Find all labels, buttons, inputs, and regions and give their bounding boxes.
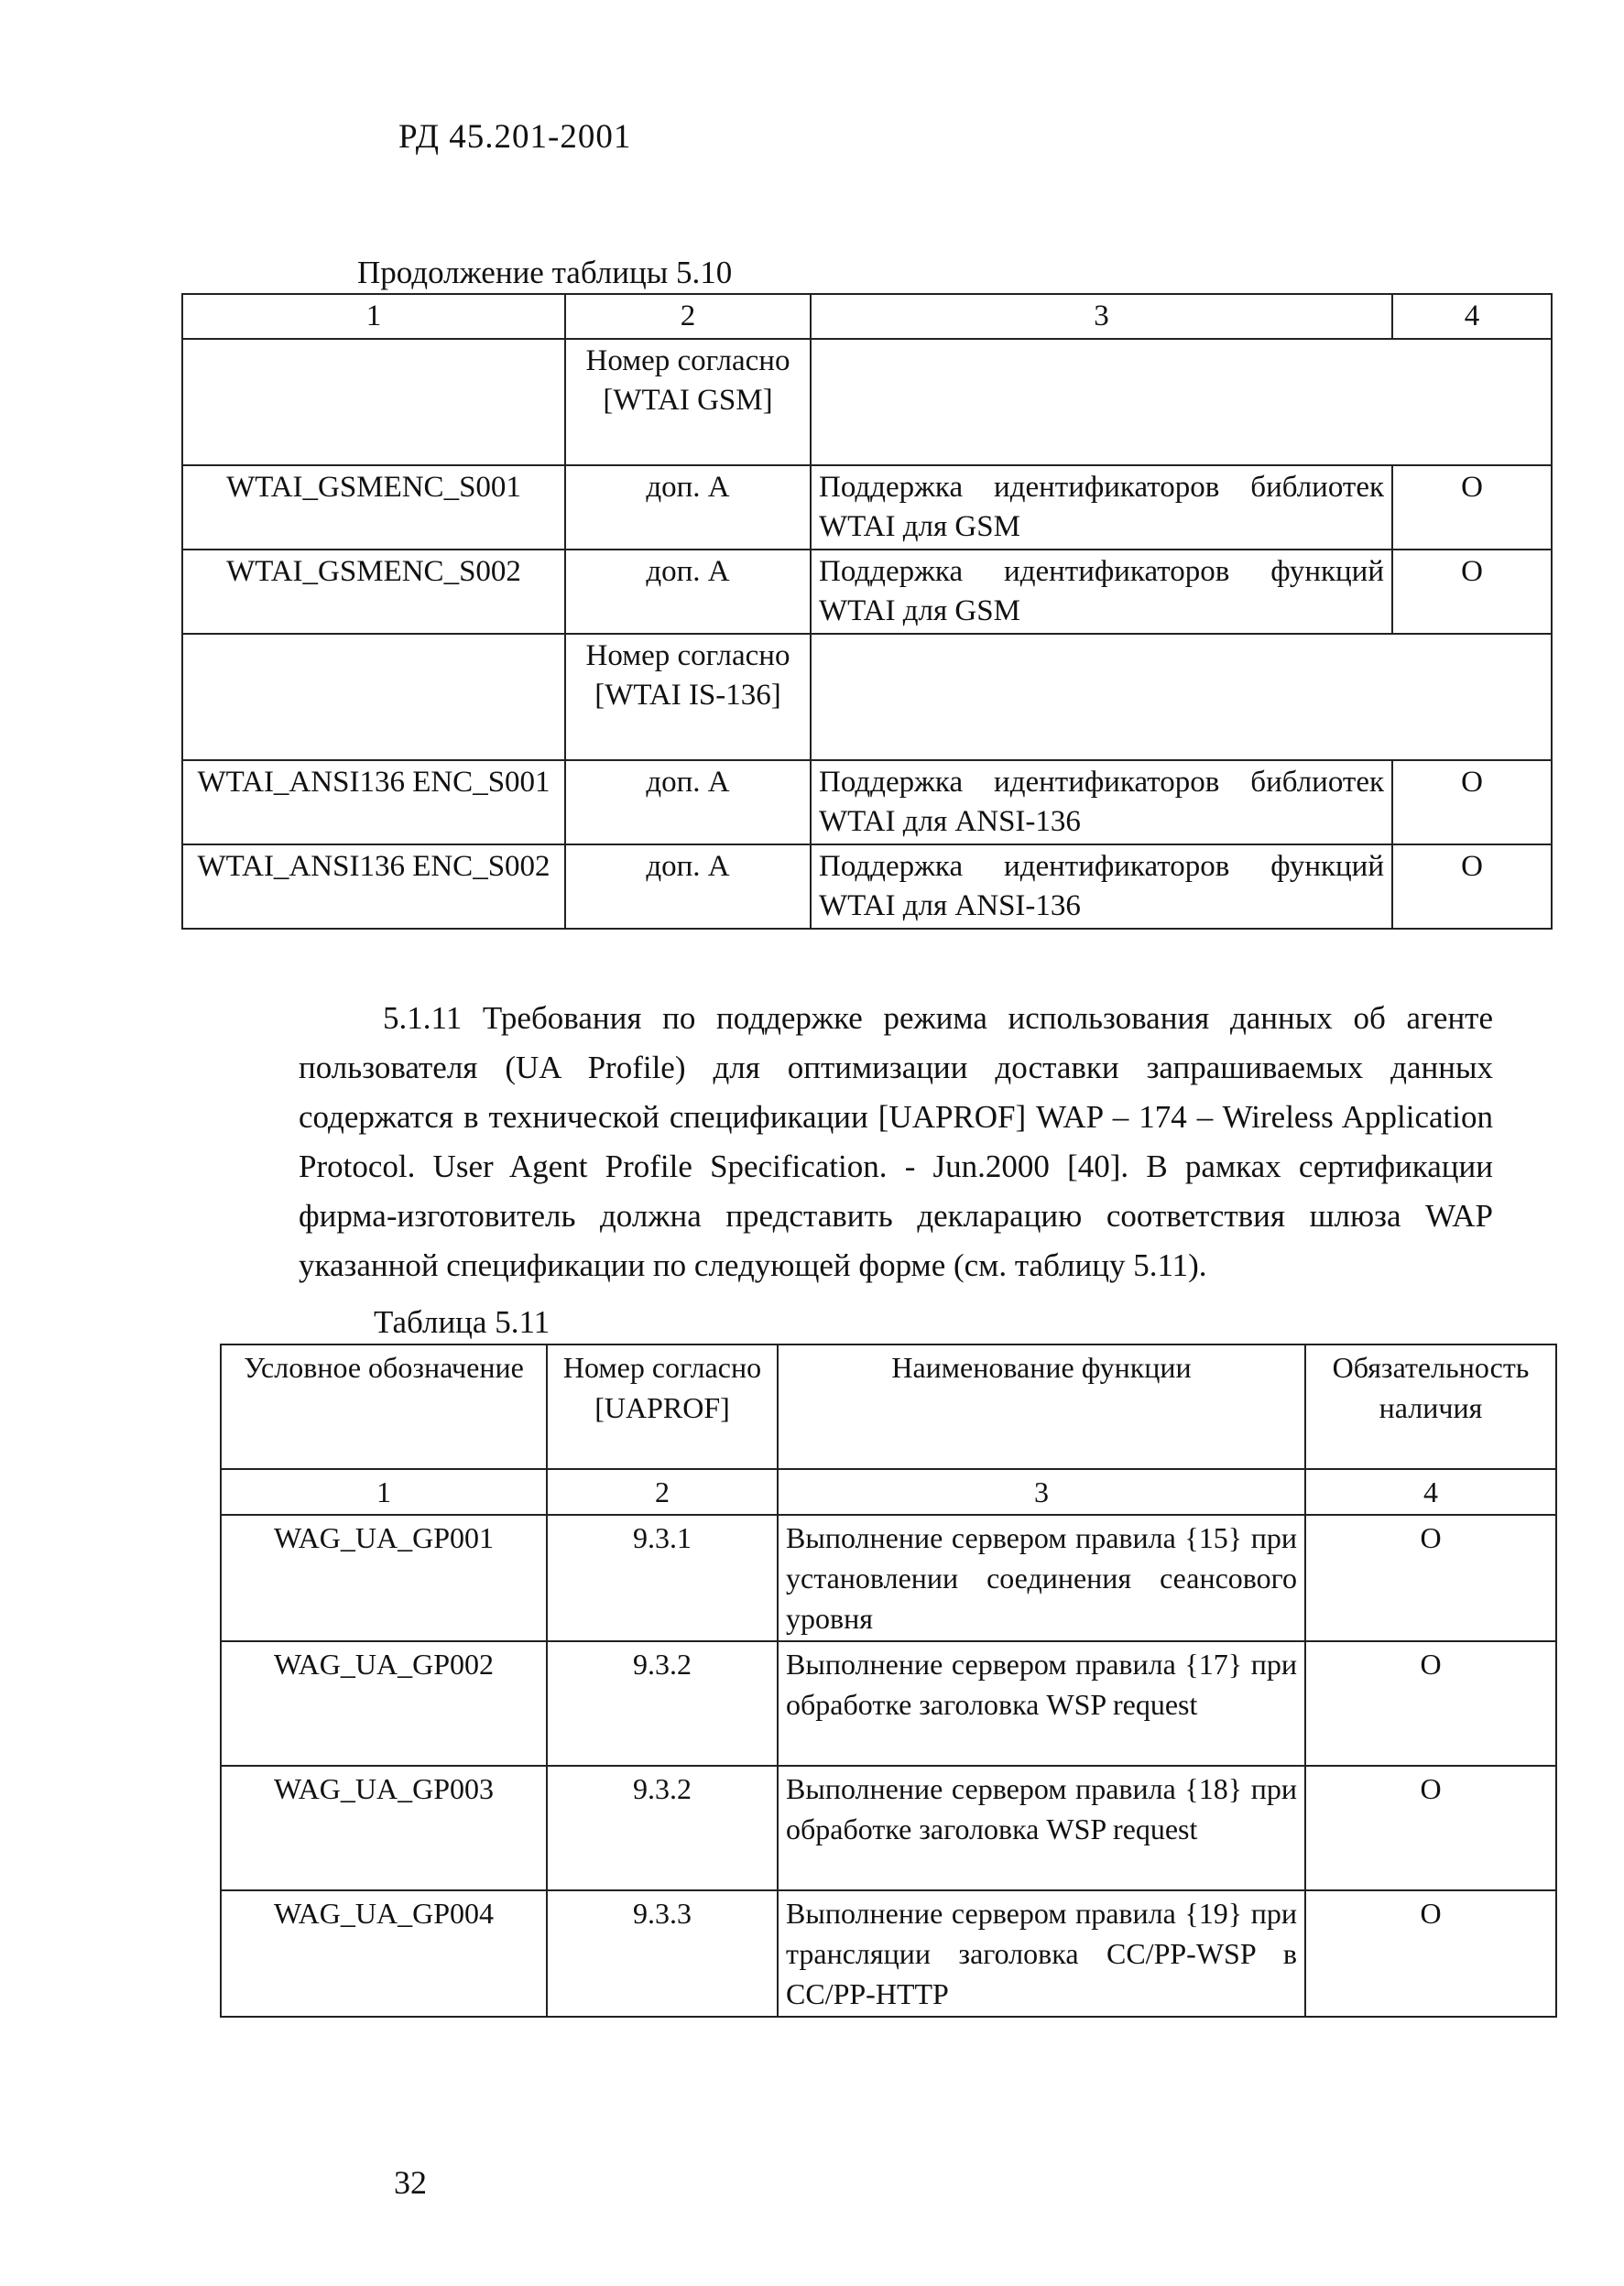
table-row [182, 760, 1552, 844]
cell-req: O [1305, 1641, 1556, 1766]
cell-ref: 9.3.2 [547, 1641, 778, 1766]
cell-name: Выполнение сервером правила {17} при обработке заголовка WSP request [778, 1641, 1305, 1766]
paragraph-text: 5.1.11 Требования по поддержке режима использования данных об агенте пользователя (UA Profile) для оптимизации доставки запрашиваемых данных содержатся в технической спецификации [UAPROF] WAP – 174 – Wireless Application Protocol. User Agent Profile Specification. - Jun.2000 [40]. В рамках сертификации фирма-изготовитель должна представить декларацию соответствия шлюза WAP указанной спецификации по следующей форме (см. таблицу 5.11). [299, 1000, 1493, 1283]
document-header: РД 45.201-2001 [398, 118, 632, 156]
cell-code: WAG_UA_GP001 [221, 1515, 547, 1641]
cell-code: WTAI_GSMENC_S001 [182, 465, 565, 550]
table-5-11 [220, 1344, 1557, 2018]
table-row [221, 1766, 1556, 1890]
table-row [182, 550, 1552, 634]
table-row [182, 844, 1552, 929]
cell-code: WTAI_ANSI136 ENC_S002 [182, 844, 565, 929]
page-number: 32 [394, 2164, 427, 2201]
col-number: 4 [1392, 294, 1552, 339]
col-number: 3 [778, 1469, 1305, 1515]
cell-code: WAG_UA_GP003 [221, 1766, 547, 1890]
cell-ref: 9.3.3 [547, 1890, 778, 2017]
cell-ref: доп. А [565, 550, 811, 634]
table-row [221, 1515, 1556, 1641]
column-number-row [221, 1469, 1556, 1515]
table-header-row [221, 1344, 1556, 1469]
table-row [182, 339, 1552, 465]
cell-name: Выполнение сервером правила {15} при установлении соединения сеансового уровня [778, 1515, 1305, 1641]
cell-ref: Номер согласно [WTAI IS-136] [565, 634, 811, 760]
cell-req: O [1392, 844, 1552, 929]
cell-ref: 9.3.2 [547, 1766, 778, 1890]
cell-req: O [1305, 1515, 1556, 1641]
col-number: 2 [547, 1469, 778, 1515]
header-cell: Условное обозначение [221, 1344, 547, 1469]
header-cell: Наименование функции [778, 1344, 1305, 1469]
cell-name: Поддержка идентификаторов функций WTAI для GSM [811, 550, 1392, 634]
cell-ref: доп. А [565, 844, 811, 929]
section-paragraph [299, 994, 1493, 1290]
col-number: 1 [221, 1469, 547, 1515]
cell-name: Выполнение сервером правила {18} при обработке заголовка WSP request [778, 1766, 1305, 1890]
cell-name [811, 634, 1552, 760]
table-5-11-caption: Таблица 5.11 [374, 1304, 550, 1340]
table-5-10-caption: Продолжение таблицы 5.10 [357, 255, 733, 290]
table-row [221, 1890, 1556, 2017]
table-row [182, 634, 1552, 760]
cell-ref: Номер согласно [WTAI GSM] [565, 339, 811, 465]
cell-code [182, 634, 565, 760]
table-5-10 [181, 293, 1553, 930]
cell-code: WAG_UA_GP002 [221, 1641, 547, 1766]
cell-req: O [1392, 465, 1552, 550]
col-number: 3 [811, 294, 1392, 339]
cell-req: O [1305, 1766, 1556, 1890]
cell-code: WTAI_ANSI136 ENC_S001 [182, 760, 565, 844]
cell-code: WAG_UA_GP004 [221, 1890, 547, 2017]
cell-name [811, 339, 1552, 465]
cell-req: O [1392, 760, 1552, 844]
col-number: 1 [182, 294, 565, 339]
table-row [221, 1641, 1556, 1766]
cell-code [182, 339, 565, 465]
cell-name: Поддержка идентификаторов функций WTAI для ANSI-136 [811, 844, 1392, 929]
col-number: 4 [1305, 1469, 1556, 1515]
table-header-row [182, 294, 1552, 339]
cell-ref: доп. А [565, 760, 811, 844]
header-cell: Номер согласно [UAPROF] [547, 1344, 778, 1469]
cell-name: Выполнение сервером правила {19} при трансляции заголовка CC/PP-WSP в CC/PP-HTTP [778, 1890, 1305, 2017]
header-cell: Обязательность наличия [1305, 1344, 1556, 1469]
cell-req: O [1305, 1890, 1556, 2017]
cell-ref: доп. А [565, 465, 811, 550]
col-number: 2 [565, 294, 811, 339]
cell-code: WTAI_GSMENC_S002 [182, 550, 565, 634]
cell-name: Поддержка идентификаторов библиотек WTAI для ANSI-136 [811, 760, 1392, 844]
table-row [182, 465, 1552, 550]
cell-ref: 9.3.1 [547, 1515, 778, 1641]
cell-req: O [1392, 550, 1552, 634]
cell-name: Поддержка идентификаторов библиотек WTAI для GSM [811, 465, 1392, 550]
